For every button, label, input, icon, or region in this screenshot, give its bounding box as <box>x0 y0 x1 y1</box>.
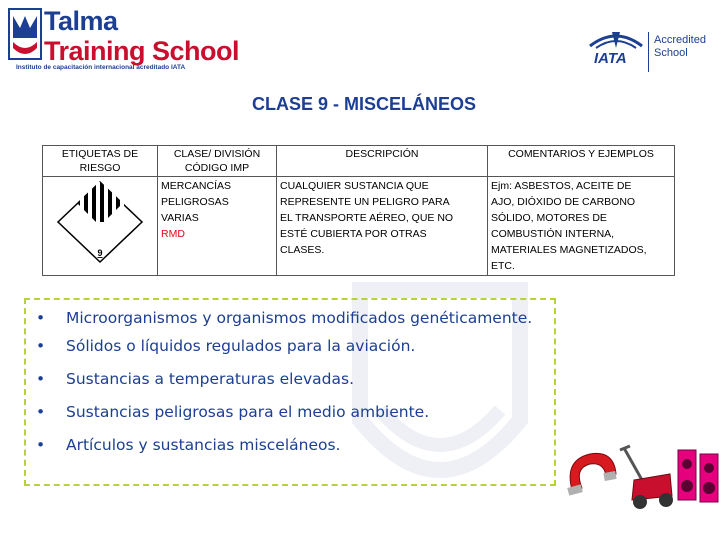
list-item-text: Microorganismos y organismos modificados genéticamente. <box>66 309 533 327</box>
class-9-label-icon <box>46 178 154 266</box>
list-item-text: Sustancias a temperaturas elevadas. <box>66 370 355 388</box>
list-item-text: Artículos y sustancias misceláneos. <box>66 436 341 454</box>
bullet-icon: • <box>36 403 46 421</box>
accredited-line2: School <box>654 47 688 59</box>
description-cell <box>277 177 488 276</box>
bullet-icon: • <box>36 370 46 388</box>
list-item <box>30 369 548 389</box>
class-code: RMD <box>161 228 185 240</box>
list-item <box>30 336 548 356</box>
iata-wordmark: IATA <box>594 50 627 67</box>
comment-line: COMBUSTIÓN INTERNA, <box>491 228 615 240</box>
bullet-list-box <box>24 298 556 486</box>
comment-line: Ejm: ASBESTOS, ACEITE DE <box>491 180 632 192</box>
comment-line: MATERIALES MAGNETIZADOS, <box>491 244 647 256</box>
description-line: CLASES. <box>280 244 325 256</box>
label-number: 9 <box>97 248 103 258</box>
comment-line: SÓLIDO, MOTORES DE <box>491 212 607 224</box>
comment-line: AJO, DIÓXIDO DE CARBONO <box>491 196 636 208</box>
table-row <box>43 177 675 276</box>
slide-title: CLASE 9 - MISCELÁNEOS <box>251 94 477 114</box>
iata-globe-icon <box>586 30 646 52</box>
class-cell <box>158 177 277 276</box>
accredited-line1: Accredited <box>654 34 706 46</box>
list-item <box>30 402 548 422</box>
magnet-icon <box>567 453 616 495</box>
list-item <box>30 435 548 455</box>
comments-cell <box>488 177 675 276</box>
brand-name-line1: Talma <box>44 6 118 36</box>
bullet-icon: • <box>36 337 46 355</box>
miscellaneous-clipart <box>560 430 724 518</box>
lawnmower-icon <box>620 446 673 509</box>
header-comentarios: COMENTARIOS Y EJEMPLOS <box>488 146 675 177</box>
description-line: EL TRANSPORTE AÉREO, QUE NO <box>280 212 454 224</box>
hazard-label-cell <box>43 177 158 276</box>
list-item-text: Sustancias peligrosas para el medio ambiente. <box>66 403 430 421</box>
talma-logo <box>8 4 240 74</box>
class-line: MERCANCÍAS <box>161 180 232 192</box>
class-line: PELIGROSAS <box>161 196 229 208</box>
bullet-icon: • <box>36 436 46 454</box>
header-etiquetas: ETIQUETAS DE RIESGO <box>43 146 158 177</box>
header-descripcion: DESCRIPCIÓN <box>277 146 488 177</box>
brand-name-line2: Training School <box>44 36 240 66</box>
description-line: ESTÉ CUBIERTA POR OTRAS <box>280 228 427 240</box>
description-line: REPRESENTE UN PELIGRO PARA <box>280 196 450 208</box>
description-line: CUALQUIER SUSTANCIA QUE <box>280 180 429 192</box>
header-clase: CLASE/ DIVISIÓN CÓDIGO IMP <box>158 146 277 177</box>
accredited-text <box>654 34 706 60</box>
iata-divider <box>648 32 649 72</box>
comment-line: ETC. <box>491 260 515 272</box>
brand-tagline: Instituto de capacitación internacional acreditado IATA <box>16 64 186 71</box>
talma-emblem-icon <box>8 8 42 60</box>
class-line: VARIAS <box>161 212 199 224</box>
list-item-text: Sólidos o líquidos regulados para la aviación. <box>66 337 416 355</box>
hazard-class-table <box>42 145 675 276</box>
speakers-icon <box>678 450 718 502</box>
bullet-icon: • <box>36 309 46 327</box>
iata-accredited-logo <box>580 30 720 74</box>
table-header-row <box>43 146 675 177</box>
list-item <box>30 308 548 328</box>
